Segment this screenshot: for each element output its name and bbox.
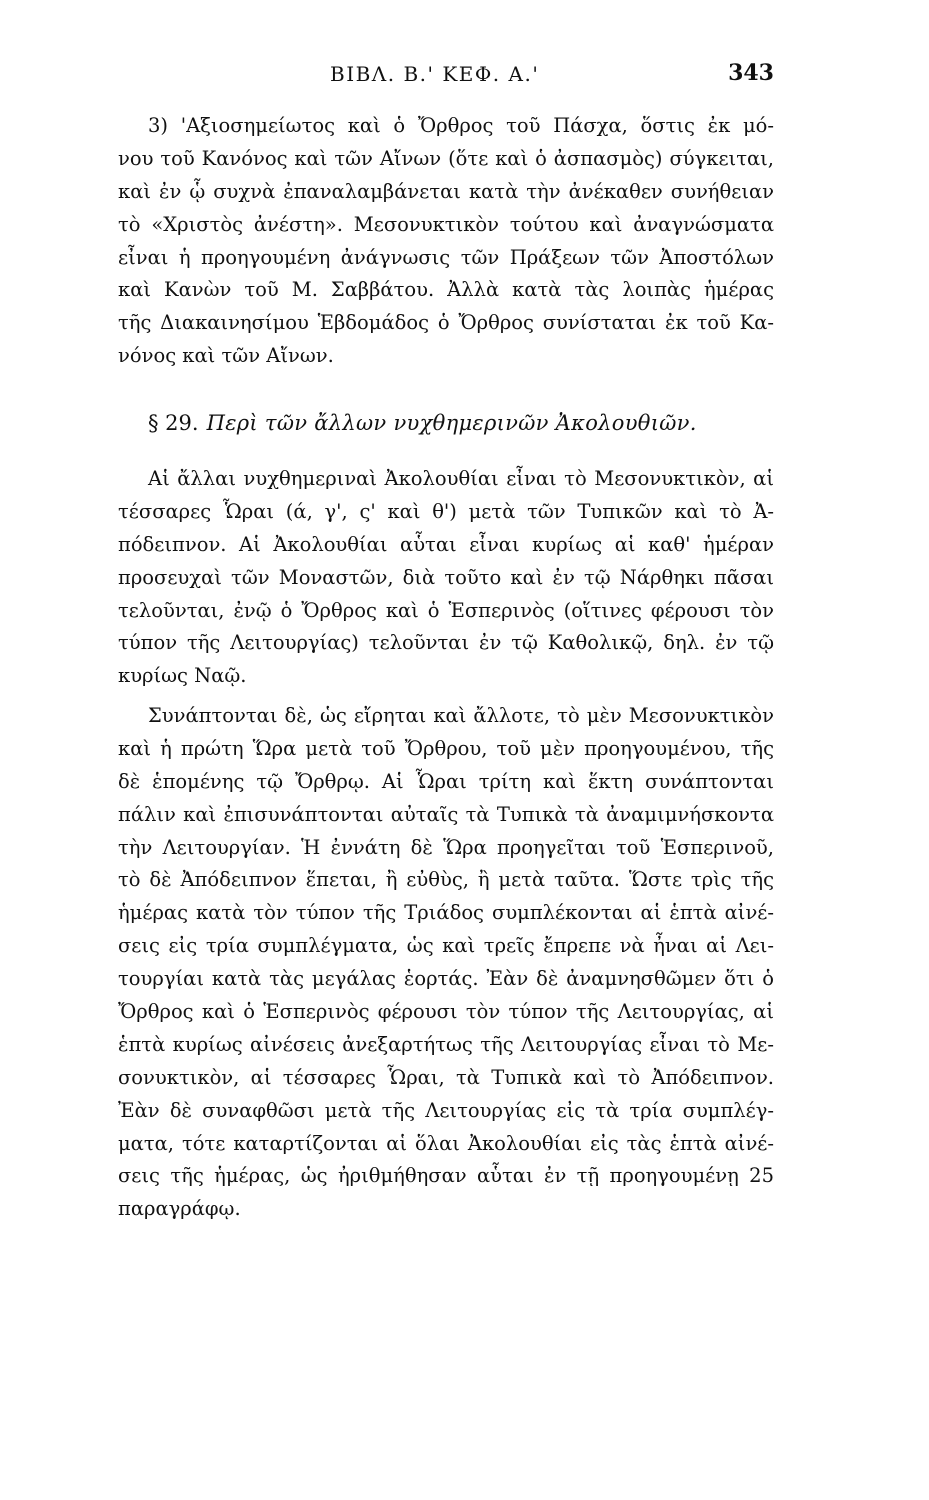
text-line: σονυκτικὸν, αἱ τέσσαρες Ὧραι, τὰ Τυπικὰ καὶ τὸ Ἀπόδειπνον. <box>118 1065 774 1089</box>
text-line: Ὄρθρος καὶ ὁ Ἑσπερινὸς φέρουσι τὸν τύπον τῆς Λειτουργίας, αἱ <box>118 1000 774 1024</box>
text-line: ματα, τότε καταρτίζονται αἱ ὅλαι Ἀκολουθίαι εἰς τὰς ἑπτὰ αἰνέ- <box>118 1131 774 1155</box>
running-head <box>118 62 774 92</box>
text-line: 3) 'Αξιοσημείωτος καὶ ὁ Ὄρθρος τοῦ Πάσχα, ὅστις ἐκ μό- <box>148 114 774 137</box>
text-line: εἶναι ἡ προηγουμένη ἀνάγνωσις τῶν Πράξεων τῶν Ἀποστόλων <box>118 245 774 269</box>
section-number: § 29. <box>148 411 199 435</box>
text-line: καὶ ἐν ᾧ συχνὰ ἐπαναλαμβάνεται κατὰ τὴν ἀνέκαθεν συνήθειαν <box>118 179 774 203</box>
text-line: σεις εἰς τρία συμπλέγματα, ὡς καὶ τρεῖς ἔπρεπε νὰ ἦναι αἱ Λει- <box>118 934 774 958</box>
text-line: νου τοῦ Κανόνος καὶ τῶν Αἴνων (ὅτε καὶ ὁ ἀσπασμὸς) σύγκειται, <box>118 146 774 170</box>
text-line: τὸ «Χριστὸς ἀνέστη». Μεσονυκτικὸν τούτου καὶ ἀναγνώσματα <box>118 212 774 236</box>
text-line: δὲ ἑπομένης τῷ Ὄρθρῳ. Αἱ Ὧραι τρίτη καὶ ἕκτη συνάπτονται <box>118 769 774 793</box>
text-line: τὴν Λειτουργίαν. Ἡ ἐννάτη δὲ Ὥρα προηγεῖται τοῦ Ἑσπερινοῦ, <box>118 835 774 859</box>
section-title: Περὶ τῶν ἄλλων νυχθημερινῶν Ἀκολουθιῶν. <box>206 411 697 435</box>
text-line: καὶ ἡ πρώτη Ὥρα μετὰ τοῦ Ὄρθρου, τοῦ μὲν προηγουμένου, τῆς <box>118 736 774 760</box>
text-line: ἡμέρας κατὰ τὸν τύπον τῆς Τριάδος συμπλέκονται αἱ ἑπτὰ αἰνέ- <box>118 901 774 925</box>
page-number: 343 <box>728 60 774 86</box>
text-line: τουργίαι κατὰ τὰς μεγάλας ἑορτάς. Ἐὰν δὲ ἀναμνησθῶμεν ὅτι ὁ <box>118 967 774 991</box>
text-line: προσευχαὶ τῶν Μοναστῶν, διὰ τοῦτο καὶ ἐν τῷ Νάρθηκι πᾶσαι <box>118 565 774 589</box>
running-title: ΒΙΒΛ. Β.' ΚΕΦ. Α.' <box>330 62 540 86</box>
text-line: τὸ δὲ Ἀπόδειπνον ἕπεται, ἢ εὐθὺς, ἢ μετὰ ταῦτα. Ὥστε τρὶς τῆς <box>118 868 774 892</box>
text-line: πόδειπνον. Αἱ Ἀκολουθίαι αὗται εἶναι κυρίως αἱ καθ' ἡμέραν <box>118 532 774 556</box>
text-line: Ἐὰν δὲ συναφθῶσι μετὰ τῆς Λειτουργίας εἰς τὰ τρία συμπλέγ- <box>118 1098 774 1122</box>
paragraph-1 <box>118 110 774 373</box>
text-line: ἑπτὰ κυρίως αἰνέσεις ἀνεξαρτήτως τῆς Λειτουργίας εἶναι τὸ Με- <box>118 1032 774 1056</box>
section-heading <box>118 405 774 441</box>
text-line: πάλιν καὶ ἐπισυνάπτονται αὐταῖς τὰ Τυπικὰ τὰ ἀναμιμνήσκοντα <box>118 802 774 826</box>
text-line: τύπον τῆς Λειτουργίας) τελοῦνται ἐν τῷ Καθολικῷ, δηλ. ἐν τῷ <box>118 631 774 655</box>
text-line: σεις τῆς ἡμέρας, ὡς ἠριθμήθησαν αὗται ἐν τῇ προηγουμένῃ 25 <box>118 1164 774 1188</box>
text-line: Αἱ ἄλλαι νυχθημεριναὶ Ἀκολουθίαι εἶναι τὸ Μεσονυκτικὸν, αἱ <box>148 467 774 490</box>
text-line: τῆς Διακαινησίμου Ἑβδομάδος ὁ Ὄρθρος συνίσταται ἐκ τοῦ Κα- <box>118 311 774 335</box>
text-line: παραγράφῳ. <box>118 1197 241 1221</box>
text-line: κυρίως Ναῷ. <box>118 664 247 688</box>
text-line: καὶ Κανὼν τοῦ Μ. Σαββάτου. Ἀλλὰ κατὰ τὰς λοιπὰς ἡμέρας <box>118 278 774 302</box>
text-line: τέσσαρες Ὧραι (ά, γ', ς' καὶ θ') μετὰ τῶν Τυπικῶν καὶ τὸ Ἀ- <box>118 499 774 523</box>
text-line: Συνάπτονται δὲ, ὡς εἴρηται καὶ ἄλλοτε, τὸ μὲν Μεσονυκτικὸν <box>148 704 774 727</box>
text-line: τελοῦνται, ἐνῷ ὁ Ὄρθρος καὶ ὁ Ἑσπερινὸς (οἵτινες φέρουσι τὸν <box>118 598 774 622</box>
text-line: νόνος καὶ τῶν Αἴνων. <box>118 344 334 368</box>
paragraph-3 <box>118 700 774 1226</box>
paragraph-2 <box>118 463 774 693</box>
